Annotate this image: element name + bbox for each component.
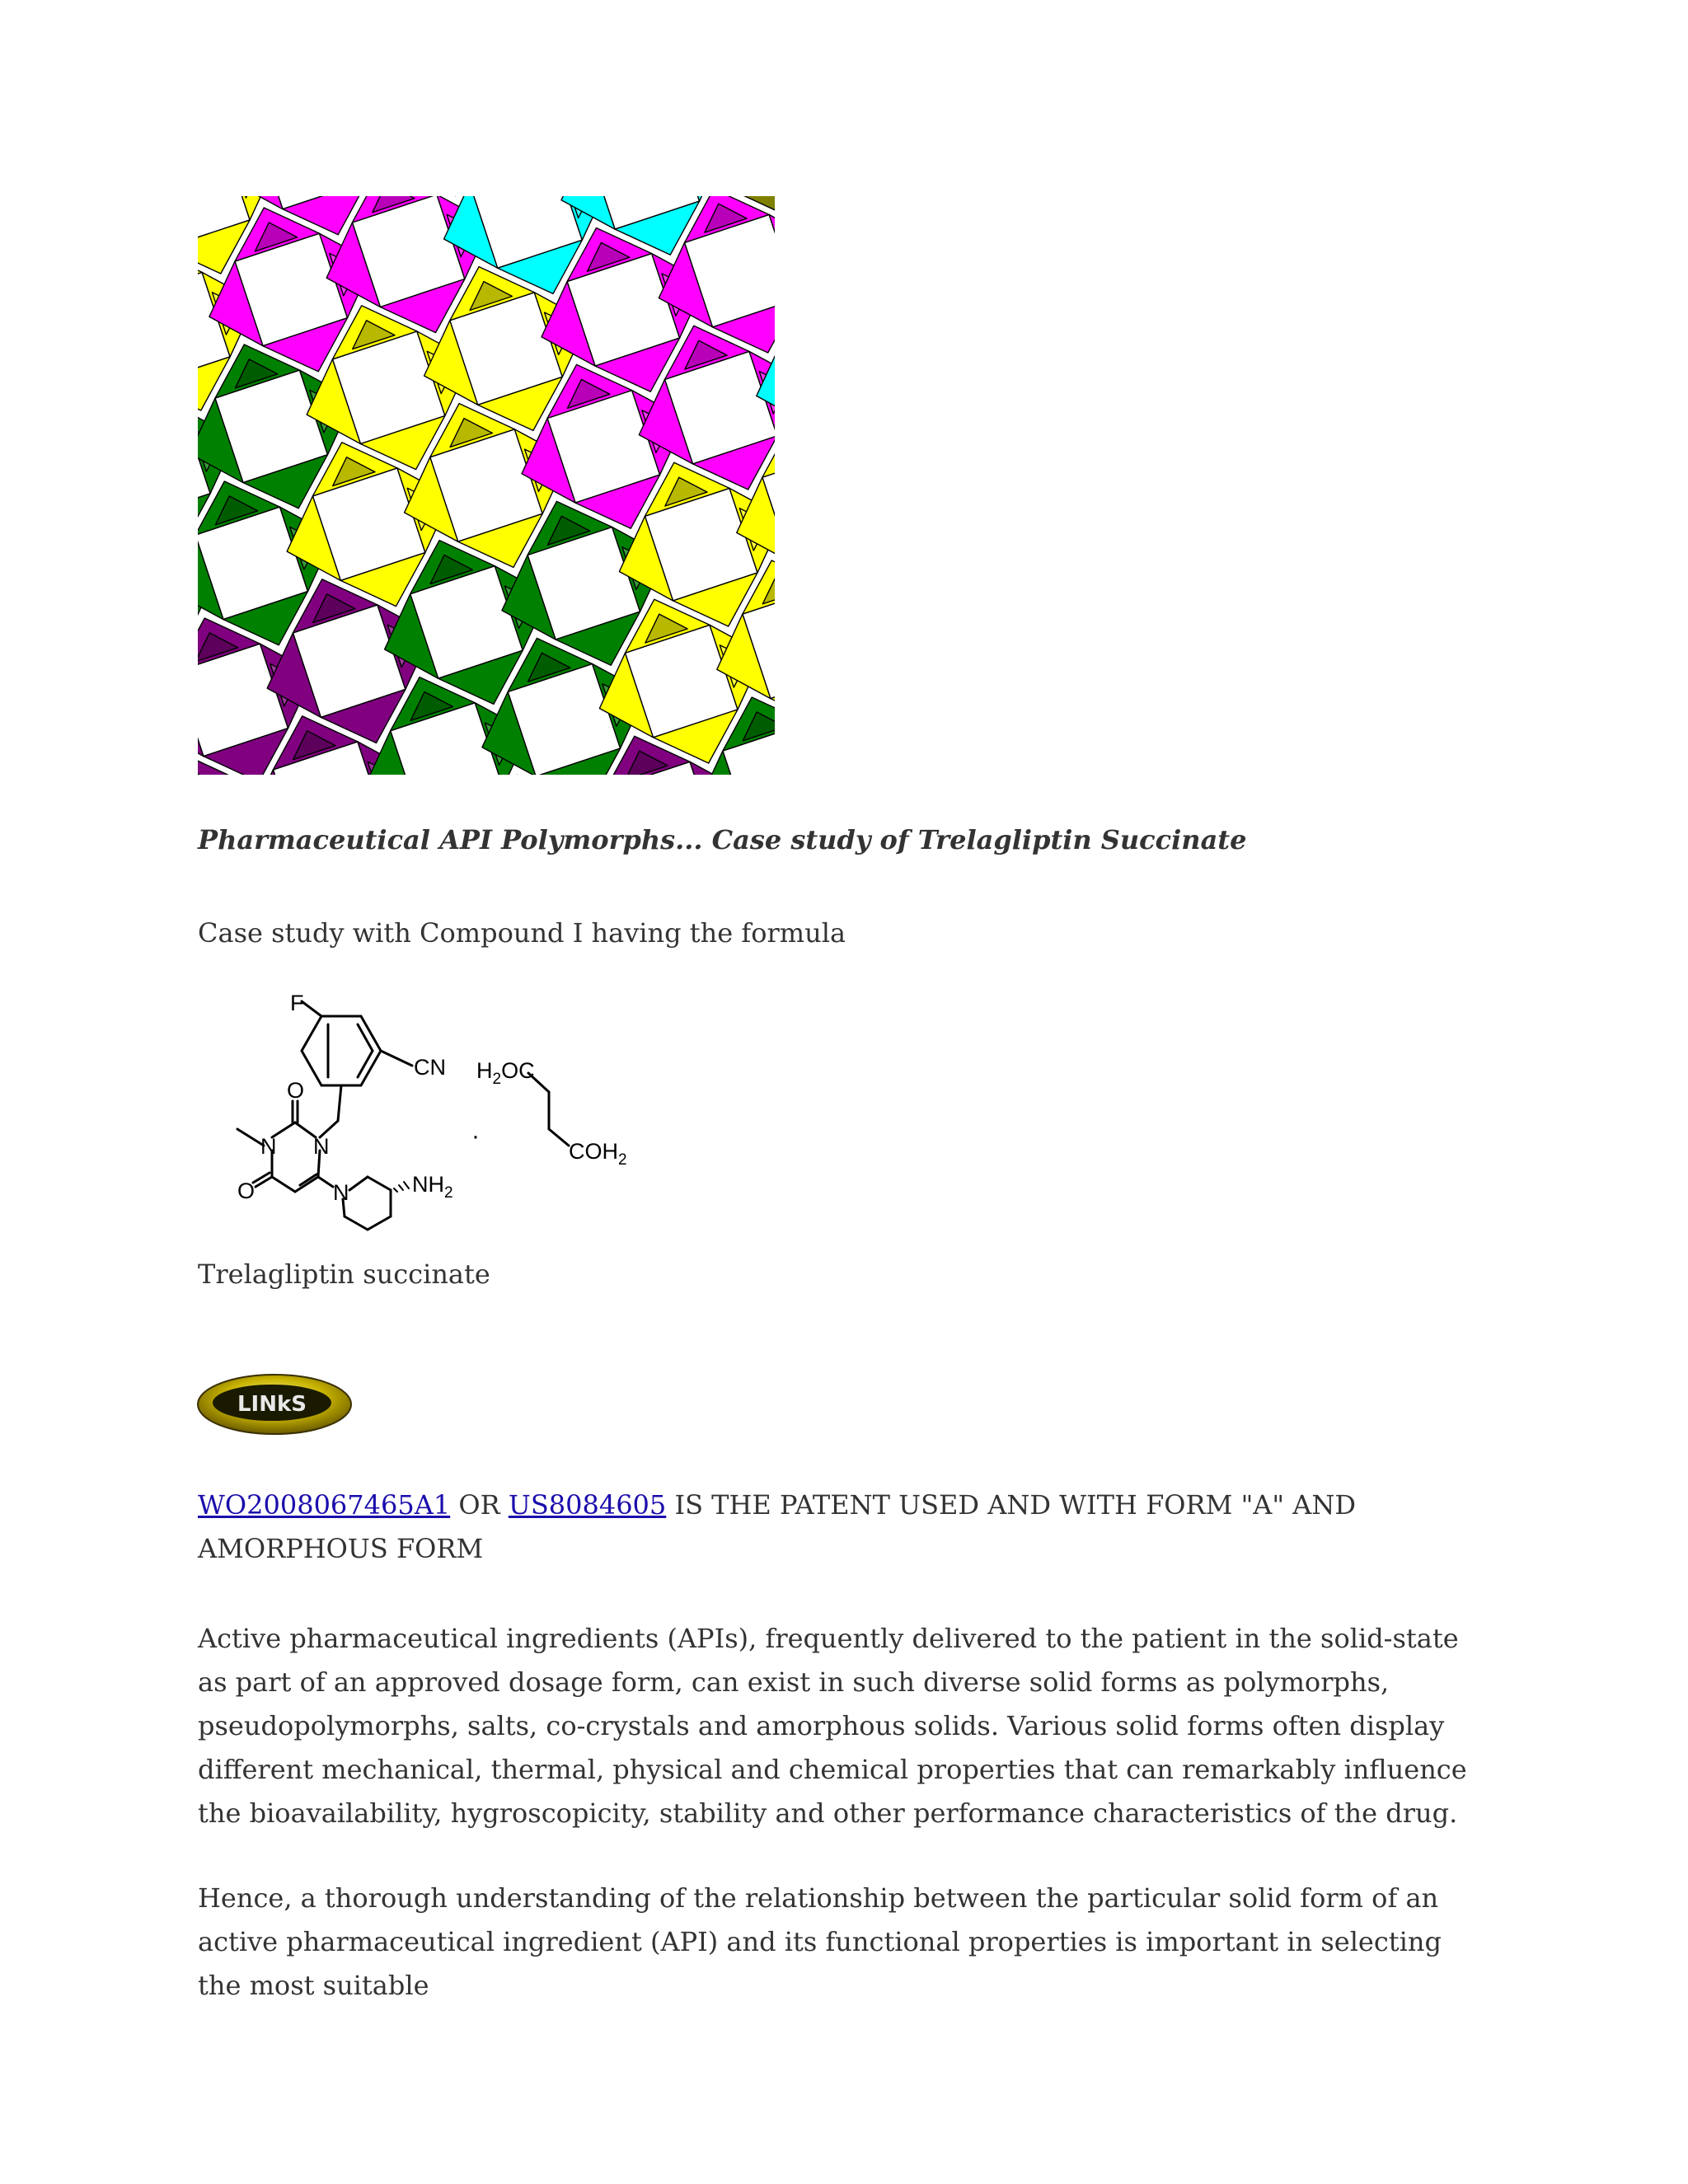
salt-dot: · [471, 1122, 480, 1150]
atom-label-cn: CN [414, 1055, 446, 1080]
links-badge-text: LINkS [237, 1392, 307, 1417]
body-paragraph-1: Active pharmaceutical ingredients (APIs), frequently delivered to the patient in the solid-state as part of an approved dosage form, can exist in such diverse solid forms as polymorphs, pseudopolymorphs, salts, co-crystals and amorphous solids. Various solid forms often display different mechanical, thermal, physical and chemical properties that can remarkably influence the bioavailability, hygroscopicity, stability and other performance characteristics of the drug. [198, 1623, 1467, 1829]
patent-link-wo2008067465a1[interactable]: WO2008067465A1 [198, 1489, 451, 1521]
patent-description: IS THE PATENT USED AND WITH FORM "A" AND AMORPHOUS FORM [198, 1489, 1357, 1564]
atom-label-n3: N [313, 1134, 330, 1159]
atom-label-f: F [290, 991, 304, 1015]
atom-label-n1: N [260, 1134, 277, 1159]
succinic-bottom-label: $COH_2$ [569, 1139, 627, 1169]
structure-caption: Trelagliptin succinate [198, 1258, 490, 1290]
links-badge-image[interactable] [196, 1373, 353, 1436]
atom-label-amine: $NH_2$ [412, 1172, 453, 1202]
body-paragraph-2: Hence, a thorough understanding of the relationship between the particular solid form of an active pharmaceutical ingredient (API) and its functional properties is important in selecting the most suitable [198, 1882, 1442, 2001]
succinic-top-label: $H_2OC$ [476, 1058, 535, 1088]
article-title: Pharmaceutical API Polymorphs... Case study of Trelagliptin Succinate [198, 824, 1247, 855]
atom-label-n-pip: N [333, 1180, 349, 1205]
intro-text: Case study with Compound I having the formula [198, 917, 846, 949]
patent-connector: OR [450, 1489, 509, 1521]
patent-link-us8084605[interactable]: US8084605 [508, 1489, 667, 1521]
chemical-structure-diagram [196, 989, 691, 1244]
atom-label-o-top: O [287, 1078, 305, 1103]
atom-label-o-left: O [237, 1179, 256, 1203]
crystal-structure-image [198, 196, 775, 775]
patent-line [198, 1483, 1484, 1571]
